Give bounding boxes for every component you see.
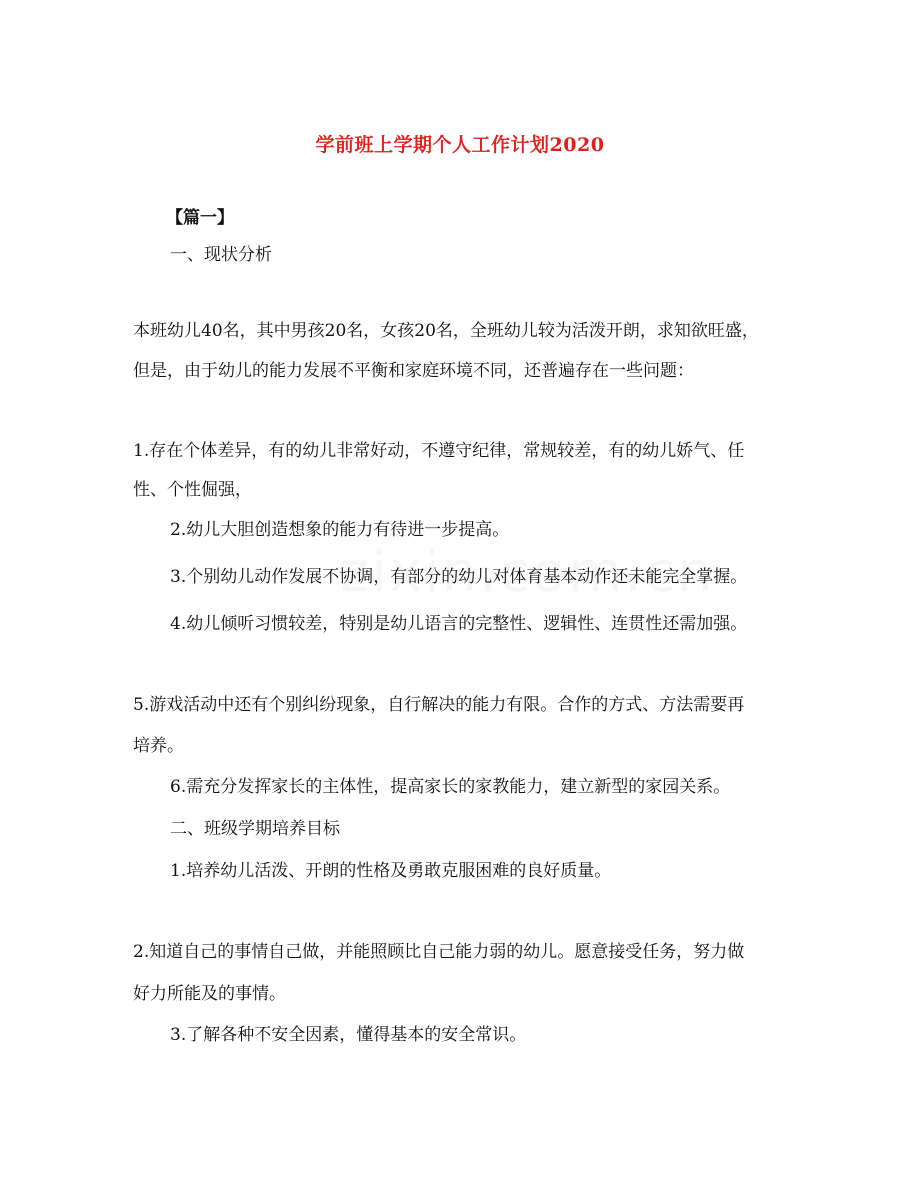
list-item: 3.了解各种不安全因素，懂得基本的安全常识。: [170, 1025, 527, 1045]
list-item: 6.需充分发挥家长的主体性，提高家长的家教能力，建立新型的家园关系。: [170, 777, 731, 797]
list-item: 1.培养幼儿活泼、开朗的性格及勇敢克服困难的良好质量。: [170, 861, 612, 881]
list-item: 3.个别幼儿动作发展不协调，有部分的幼儿对体育基本动作还未能完全掌握。: [170, 567, 748, 587]
list-item-continuation: 性、个性倔强，: [133, 480, 252, 500]
section-heading: 一、现状分析: [170, 245, 272, 265]
list-item: 4.幼儿倾听习惯较差，特别是幼儿语言的完整性、逻辑性、连贯性还需加强。: [170, 614, 748, 634]
list-item: 5.游戏活动中还有个别纠纷现象，自行解决的能力有限。合作的方式、方法需要再: [133, 695, 745, 715]
section-label: 【篇一】: [166, 208, 234, 228]
paragraph-line: 但是，由于幼儿的能力发展不平衡和家庭环境不同，还普遍存在一些问题：: [133, 361, 694, 381]
list-item: 2.幼儿大胆创造想象的能力有待进一步提高。: [170, 520, 510, 540]
paragraph-line: 本班幼儿40名，其中男孩20名，女孩20名，全班幼儿较为活泼开朗，求知欲旺盛，: [133, 321, 759, 341]
list-item: 2.知道自己的事情自己做，并能照顾比自己能力弱的幼儿。愿意接受任务，努力做: [133, 942, 745, 962]
document-title: 学前班上学期个人工作计划2020: [315, 134, 605, 156]
list-item: 1.存在个体差异，有的幼儿非常好动，不遵守纪律，常规较差，有的幼儿娇气、任: [133, 441, 745, 461]
section-heading: 二、班级学期培养目标: [170, 819, 340, 839]
list-item-continuation: 培养。: [133, 736, 184, 756]
list-item-continuation: 好力所能及的事情。: [133, 984, 286, 1004]
